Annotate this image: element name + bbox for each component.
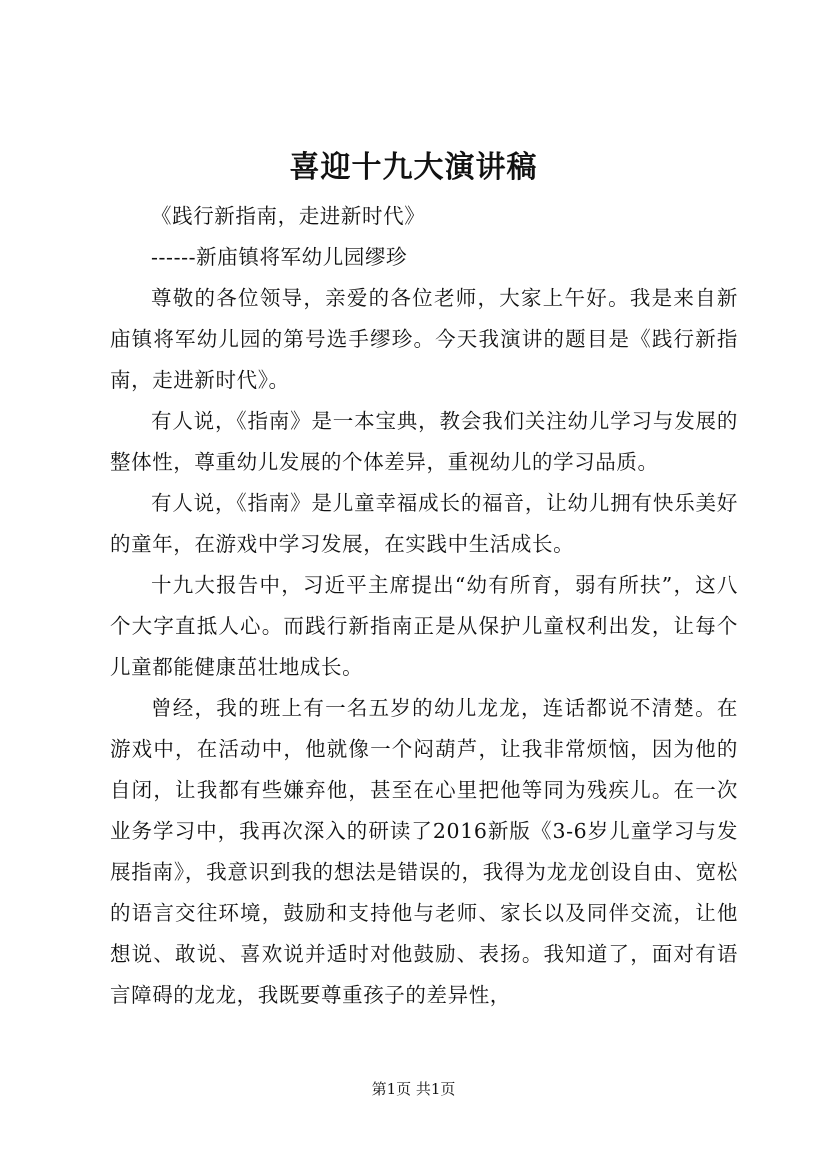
- speaker-line: ------新庙镇将军幼儿园缪珍: [151, 245, 408, 269]
- page-footer: 第1页 共1页: [371, 1080, 456, 1098]
- speech-subtitle: 《践行新指南，走进新时代》: [151, 204, 426, 228]
- paragraph-longlong-story: 曾经，我的班上有一名五岁的幼儿龙龙，连话都说不清楚。在游戏中，在活动中，他就像一个闷葫芦，让我非常烦恼，因为他的自闭，让我都有些嫌弃他，甚至在心里把他等同为残疾儿。在一次业务学习中，我再次深入的研读了2016新版《3-6岁儿童学习与发展指南》，我意识到我的想法是错误的，我得为龙龙创设自由、宽松的语言交往环境，鼓励和支持他与老师、家长以及同伴交流，让他想说、敢说、喜欢说并适时对他鼓励、表扬。我知道了，面对有语言障碍的龙龙，我既要尊重孩子的差异性，: [110, 696, 738, 1007]
- document-body: [110, 196, 738, 1016]
- paragraph-congress-report: 十九大报告中，习近平主席提出“幼有所育，弱有所扶”，这八个大字直抵人心。而践行新指南正是从保护儿童权利出发，让每个儿童都能健康茁壮地成长。: [110, 573, 738, 679]
- paragraph-greeting: 尊敬的各位领导，亲爱的各位老师，大家上午好。我是来自新庙镇将军幼儿园的第号选手缪珍。今天我演讲的题目是《践行新指南，走进新时代》。: [110, 286, 738, 392]
- paragraph-guide-treasure: 有人说，《指南》是一本宝典，教会我们关注幼儿学习与发展的整体性，尊重幼儿发展的个体差异，重视幼儿的学习品质。: [110, 409, 738, 474]
- document-title: 喜迎十九大演讲稿: [289, 150, 538, 185]
- paragraph-guide-gospel: 有人说，《指南》是儿童幸福成长的福音，让幼儿拥有快乐美好的童年，在游戏中学习发展，在实践中生活成长。: [110, 491, 738, 556]
